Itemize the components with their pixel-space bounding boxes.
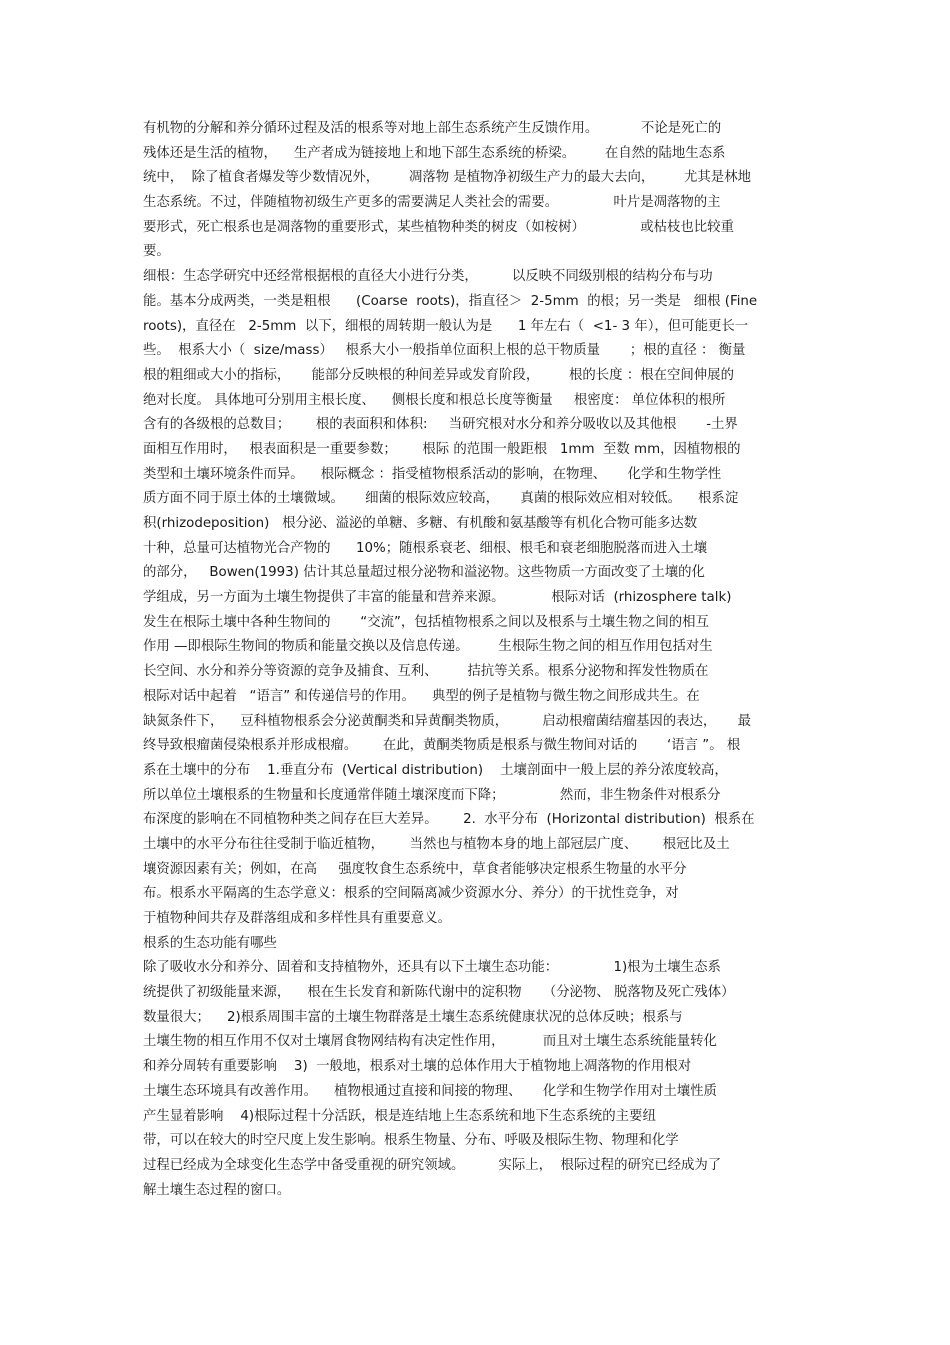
text-line: 绝对长度。 具体地可分别用主根长度、 侧根长度和根总长度等衡量 根密度： 单位体积的根所	[143, 392, 726, 408]
text-line: 残体还是生活的植物， 生产者成为链接地上和地下部生态系统的桥梁。 在自然的陆地生态系	[143, 145, 726, 161]
text-line: roots)，直径在 2-5mm 以下，细根的周转期一般认为是 1 年左右（ <1- 3 年），但可能更长一	[143, 318, 749, 334]
text-line: 土壤生物的相互作用不仅对土壤屑食物网结构有决定性作用， 而且对土壤生态系统能量转化	[143, 1034, 717, 1050]
text-line: 有机物的分解和养分循环过程及活的根系等对地上部生态系统产生反馈作用。 不论是死亡的	[143, 121, 722, 136]
text-line: 除了吸收水分和养分、固着和支持植物外，还具有以下土壤生态功能： 1)根为土壤生态系	[143, 960, 721, 976]
text-line: 要形式，死亡根系也是凋落物的重要形式，某些植物种类的树皮（如桉树） 或枯枝也比较重	[143, 219, 734, 235]
text-line: 根的粗细或大小的指标， 能部分反映根的种间差异或发育阶段， 根的长度 ：根在空间伸展的	[143, 367, 734, 383]
text-line: 要。	[143, 244, 170, 260]
text-line: 终导致根瘤菌侵染根系并形成根瘤。 在此，黄酮类物质是根系与微生物间对话的 ‘语言 ”。 根	[143, 738, 741, 754]
text-line: 细根：生态学研究中还经常根据根的直径大小进行分类， 以反映不同级别根的结构分布与功	[143, 269, 713, 285]
text-line: 布深度的影响在不同植物种类之间存在巨大差异。 2. 水平分布 (Horizontal distribution) 根系在	[143, 812, 755, 828]
text-line: 积(rhizodeposition) 根分泌、溢泌的单糖、多糖、有机酸和氨基酸等有机化合物可能多达数	[143, 516, 698, 531]
text-line: 统提供了初级能量来源， 根在生长发育和新陈代谢中的淀积物 （分泌物、 脱落物及死亡残体）	[143, 985, 735, 1001]
text-line: 数量很大； 2)根系周围丰富的土壤生物群落是土壤生态系统健康状况的总体反映；根系与	[143, 1009, 683, 1025]
text-line: 统中， 除了植食者爆发等少数情况外， 凋落物 是植物净初级生产力的最大去向， 尤其是林地	[143, 170, 751, 186]
text-line: 和养分周转有重要影响 3) 一般地，根系对土壤的总体作用大于植物地上凋落物的作用根对	[143, 1059, 692, 1075]
text-line: 根际对话中起着 “语言” 和传递信号的作用。 典型的例子是植物与微生物之间形成共生。在	[143, 688, 700, 704]
text-line: 根系的生态功能有哪些	[143, 935, 277, 951]
text-line: 质方面不同于原土体的土壤微域。 细菌的根际效应较高， 真菌的根际效应相对较低。 根系淀	[143, 491, 739, 507]
text-line: 长空间、水分和养分等资源的竞争及捕食、互利、 拮抗等关系。根系分泌物和挥发性物质在	[143, 664, 709, 680]
text-line: 的部分， Bowen(1993) 估计其总量超过根分泌物和溢泌物。这些物质一方面改变了土壤的化	[143, 565, 705, 581]
text-line: 土壤中的水平分布往往受制于临近植物， 当然也与植物本身的地上部冠层广度、 根冠比及土	[143, 836, 730, 852]
text-line: 产生显着影响 4)根际过程十分活跃，根是连结地上生态系统和地下生态系统的主要纽	[143, 1108, 656, 1124]
text-line: 过程已经成为全球变化生态学中备受重视的研究领域。 实际上， 根际过程的研究已经成为了	[143, 1157, 722, 1173]
text-line: 面相互作用时， 根表面积是一重要参数； 根际 的范围一般距根 1mm 至数 mm，因植物根的	[143, 441, 741, 457]
text-line: 含有的各级根的总数目； 根的表面积和体积: 当研究根对水分和养分吸收以及其他根 -土界	[143, 417, 738, 433]
text-line: 类型和土壤环境条件而异。 根际概念 ：指受植物根系活动的影响，在物理、 化学和生物学性	[143, 466, 722, 482]
text-line: 解土壤生态过程的窗口。	[143, 1182, 291, 1198]
text-line: 些。 根系大小（ size/mass） 根系大小一般指单位面积上根的总干物质量 ；根的直径 ： 衡量	[143, 343, 746, 359]
text-line: 于植物种间共存及群落组成和多样性具有重要意义。	[143, 911, 451, 926]
body-text	[143, 117, 813, 1203]
text-line: 系在土壤中的分布 1.垂直分布 (Vertical distribution) 土壤剖面中一般上层的养分浓度较高，	[143, 762, 728, 778]
text-line: 生态系统。不过，伴随植物初级生产更多的需要满足人类社会的需要。 叶片是凋落物的主	[143, 195, 721, 211]
text-line: 作用 —即根际生物间的物质和能量交换以及信息传递。 生根际生物之间的相互作用包括对生	[143, 639, 713, 655]
text-line: 壤资源因素有关；例如，在高 强度牧食生态系统中，草食者能够决定根系生物量的水平分	[143, 861, 687, 877]
text-line: 能。基本分成两类，一类是粗根 (Coarse roots)，指直径＞ 2-5mm 的根；另一类是 细根 (Fine	[143, 293, 758, 309]
text-line: 学组成，另一方面为土壤生物提供了丰富的能量和营养来源。 根际对话 (rhizosphere talk)	[143, 590, 732, 606]
text-line: 土壤生态环境具有改善作用。 植物根通过直接和间接的物理、 化学和生物学作用对土壤性质	[143, 1083, 717, 1099]
text-line: 缺氮条件下， 豆科植物根系会分泌黄酮类和异黄酮类物质， 启动根瘤菌结瘤基因的表达， 最	[143, 713, 751, 729]
text-line: 十种，总量可达植物光合产物的 10%；随根系衰老、细根、根毛和衰老细胞脱落而进入土壤	[143, 540, 708, 556]
text-line: 发生在根际土壤中各种生物间的 “交流”，包括植物根系之间以及根系与土壤生物之间的相互	[143, 614, 709, 630]
text-line: 带，可以在较大的时空尺度上发生影响。根系生物量、分布、呼吸及根际生物、物理和化学	[143, 1133, 679, 1149]
text-line: 所以单位土壤根系的生物量和长度通常伴随土壤深度而下降； 然而，非生物条件对根系分	[143, 787, 721, 803]
text-line: 布。根系水平隔离的生态学意义：根系的空间隔离减少资源水分、养分）的干扰性竞争，对	[143, 886, 679, 902]
